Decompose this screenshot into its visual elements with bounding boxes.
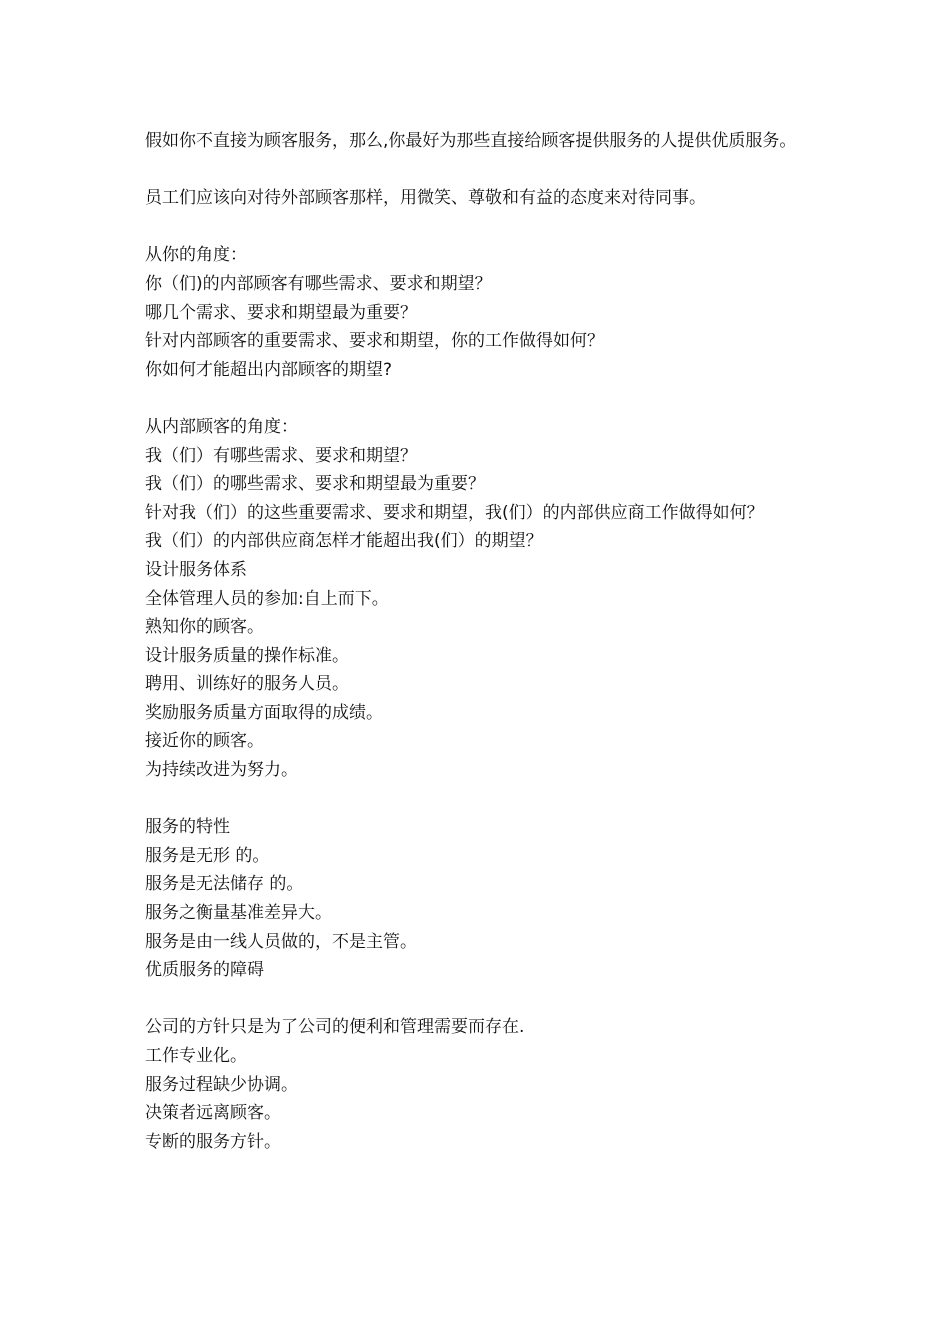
characteristics-item: 服务是无形 的。 [145, 845, 270, 866]
characteristics-section [145, 813, 815, 956]
customer-view-heading: 从内部顾客的角度： [145, 416, 298, 437]
your-view-heading: 从你的角度： [145, 245, 247, 266]
intro-paragraph-2: 员工们应该向对待外部顾客那样，用微笑、尊敬和有益的态度来对待同事。 [145, 188, 706, 209]
obstacles-item: 决策者远离顾客。 [145, 1103, 281, 1124]
spacer [145, 156, 815, 185]
design-item: 奖励服务质量方面取得的成绩。 [145, 702, 383, 723]
spacer [145, 785, 815, 814]
customer-view-section [145, 413, 815, 556]
obstacles-item: 公司的方针只是为了公司的便利和管理需要而存在. [145, 1017, 525, 1038]
design-heading: 设计服务体系 [145, 559, 247, 580]
customer-view-item: 我（们）的内部供应商怎样才能超出我(们）的期望？ [145, 531, 543, 552]
your-view-item: 针对内部顾客的重要需求、要求和期望，你的工作做得如何？ [145, 331, 604, 352]
customer-view-item: 我（们）有哪些需求、要求和期望？ [145, 445, 417, 466]
intro-section [145, 127, 815, 213]
your-view-item: 你如何才能超出内部顾客的期望? [145, 359, 393, 380]
characteristics-heading: 服务的特性 [145, 817, 230, 838]
design-item: 设计服务质量的操作标准。 [145, 645, 349, 666]
obstacles-section [145, 956, 815, 1156]
customer-view-item: 针对我（们）的这些重要需求、要求和期望，我(们）的内部供应商工作做得如何？ [145, 502, 764, 523]
spacer [145, 213, 815, 242]
your-view-item: 哪几个需求、要求和期望最为重要？ [145, 302, 417, 323]
design-section [145, 556, 815, 785]
obstacles-item: 工作专业化。 [145, 1046, 247, 1066]
your-view-item: 你（们)的内部顾客有哪些需求、要求和期望？ [145, 273, 492, 294]
design-item: 接近你的顾客。 [145, 731, 264, 752]
obstacles-item: 专断的服务方针。 [145, 1131, 281, 1152]
spacer [145, 985, 815, 1014]
characteristics-item: 服务是由一线人员做的，不是主管。 [145, 931, 417, 952]
intro-paragraph-1: 假如你不直接为顾客服务，那么,你最好为那些直接给顾客提供服务的人提供优质服务。 [145, 131, 797, 151]
obstacles-heading: 优质服务的障碍 [145, 960, 264, 981]
customer-view-item: 我（们）的哪些需求、要求和期望最为重要？ [145, 474, 485, 495]
design-item: 聘用、训练好的服务人员。 [145, 674, 349, 695]
design-item: 为持续改进为努力。 [145, 760, 298, 781]
your-view-section [145, 241, 815, 384]
design-item: 全体管理人员的参加:自上而下。 [145, 588, 389, 609]
obstacles-item: 服务过程缺少协调。 [145, 1074, 298, 1095]
design-item: 熟知你的顾客。 [145, 617, 264, 638]
characteristics-item: 服务之衡量基准差异大。 [145, 903, 332, 924]
document-page [145, 127, 815, 1156]
spacer [145, 384, 815, 413]
characteristics-item: 服务是无法储存 的。 [145, 874, 304, 895]
